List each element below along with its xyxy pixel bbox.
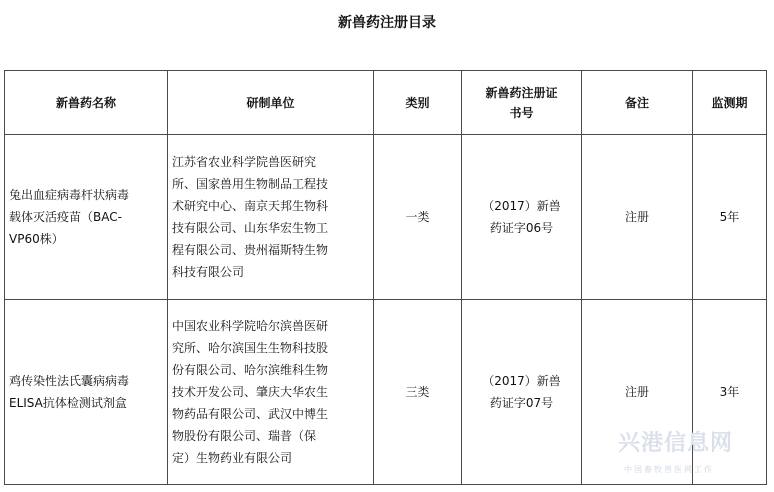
table-row (5, 135, 767, 300)
watermark-text: 兴港信息网 (618, 431, 734, 456)
cell-period: 3年 (693, 300, 767, 485)
cell-note: 注册 (582, 300, 693, 485)
registration-table (4, 70, 767, 485)
header-cert: 新兽药注册证 书号 (462, 71, 582, 135)
cell-category: 三类 (374, 300, 462, 485)
cell-period: 5年 (693, 135, 767, 300)
watermark-subtext: 中国畜牧兽医网工作 (624, 465, 714, 474)
table-row (5, 300, 767, 485)
header-note: 备注 (582, 71, 693, 135)
cell-cert: （2017）新兽 药证字06号 (462, 135, 582, 300)
cell-note: 注册 (582, 135, 693, 300)
header-unit: 研制单位 (168, 71, 374, 135)
page-title: 新兽药注册目录 (338, 15, 436, 31)
cell-name: 鸡传染性法氏囊病病毒 ELISA抗体检测试剂盒 (5, 300, 168, 485)
cell-category: 一类 (374, 135, 462, 300)
header-name: 新兽药名称 (5, 71, 168, 135)
cell-cert: （2017）新兽 药证字07号 (462, 300, 582, 485)
cell-unit: 江苏省农业科学院兽医研究 所、国家兽用生物制品工程技 术研究中心、南京天邦生物科 技有限公司、山东华宏生物工 程有限公司、贵州福斯特生物 科技有限公司 (168, 135, 374, 300)
cell-name: 兔出血症病毒杆状病毒 载体灭活疫苗（BAC- VP60株） (5, 135, 168, 300)
cell-unit: 中国农业科学院哈尔滨兽医研 究所、哈尔滨国生生物科技股 份有限公司、哈尔滨维科生物 技术开发公司、肇庆大华农生 物药品有限公司、武汉中博生 物股份有限公司、瑞普（保 定）生物药业有限公司 (168, 300, 374, 485)
header-period: 监测期 (693, 71, 767, 135)
table-header-row (5, 71, 767, 135)
header-category: 类别 (374, 71, 462, 135)
